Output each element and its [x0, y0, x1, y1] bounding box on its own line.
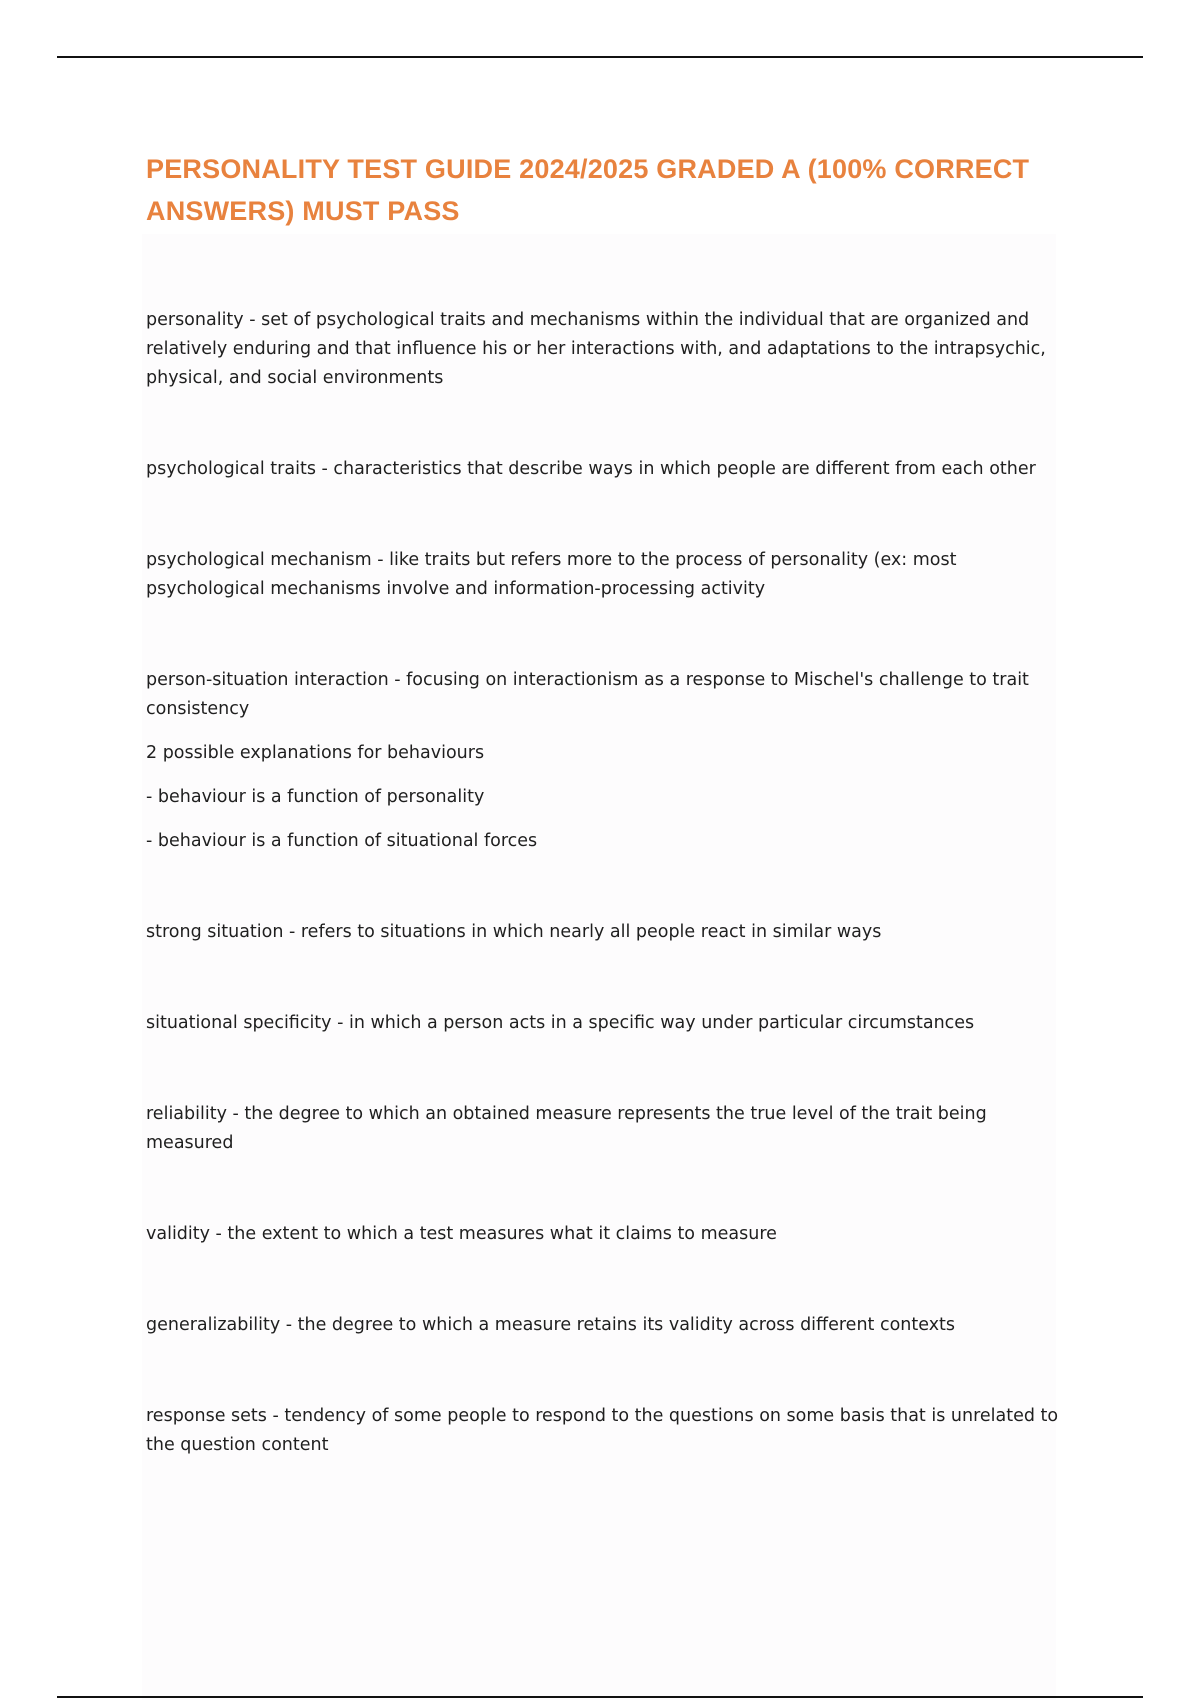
bottom-divider: [57, 1696, 1143, 1698]
glossary-entry-personality: [146, 306, 1066, 393]
entry-text: psychological traits - characteristics that describe ways in which people are different from each other: [146, 459, 1036, 479]
glossary-entry-psychological-mechanism: [146, 546, 1066, 604]
glossary-entry-situational-specificity: [146, 1009, 1066, 1038]
entry-text: generalizability - the degree to which a measure retains its validity across different contexts: [146, 1315, 956, 1335]
entry-text: person-situation interaction - focusing on interactionism as a response to Mischel's challenge to trait consistency: [146, 670, 1029, 719]
entry-subline: - behaviour is a function of personality: [146, 787, 485, 807]
entry-text: psychological mechanism - like traits but refers more to the process of personality (ex: most psychological mechanisms involve and information-processing activity: [146, 550, 957, 599]
glossary-entry-psychological-traits: [146, 455, 1066, 484]
entry-subline: - behaviour is a function of situational forces: [146, 831, 538, 851]
glossary-entry-reliability: [146, 1100, 1066, 1158]
glossary-entry-person-situation-interaction: [146, 666, 1066, 856]
top-divider: [57, 56, 1143, 58]
entry-text: situational specificity - in which a person acts in a specific way under particular circumstances: [146, 1013, 975, 1033]
entry-text: personality - set of psychological traits and mechanisms within the individual that are organized and relatively enduring and that influence his or her interactions with, and adaptations to the intrapsychic, physical, and social environments: [146, 310, 1046, 388]
entry-text: response sets - tendency of some people to respond to the questions on some basis that is unrelated to the question content: [146, 1406, 1059, 1455]
document-title: PERSONALITY TEST GUIDE 2024/2025 GRADED A (100% CORRECT ANSWERS) MUST PASS: [146, 154, 1030, 226]
glossary-entry-strong-situation: [146, 918, 1066, 947]
glossary-entry-generalizability: [146, 1311, 1066, 1340]
glossary-entries: [146, 306, 1066, 1522]
entry-text: strong situation - refers to situations in which nearly all people react in similar ways: [146, 922, 882, 942]
glossary-entry-validity: [146, 1220, 1066, 1249]
entry-subline: 2 possible explanations for behaviours: [146, 743, 485, 763]
entry-text: reliability - the degree to which an obtained measure represents the true level of the trait being measured: [146, 1104, 987, 1153]
glossary-entry-response-sets: [146, 1402, 1066, 1460]
entry-text: validity - the extent to which a test measures what it claims to measure: [146, 1224, 777, 1244]
